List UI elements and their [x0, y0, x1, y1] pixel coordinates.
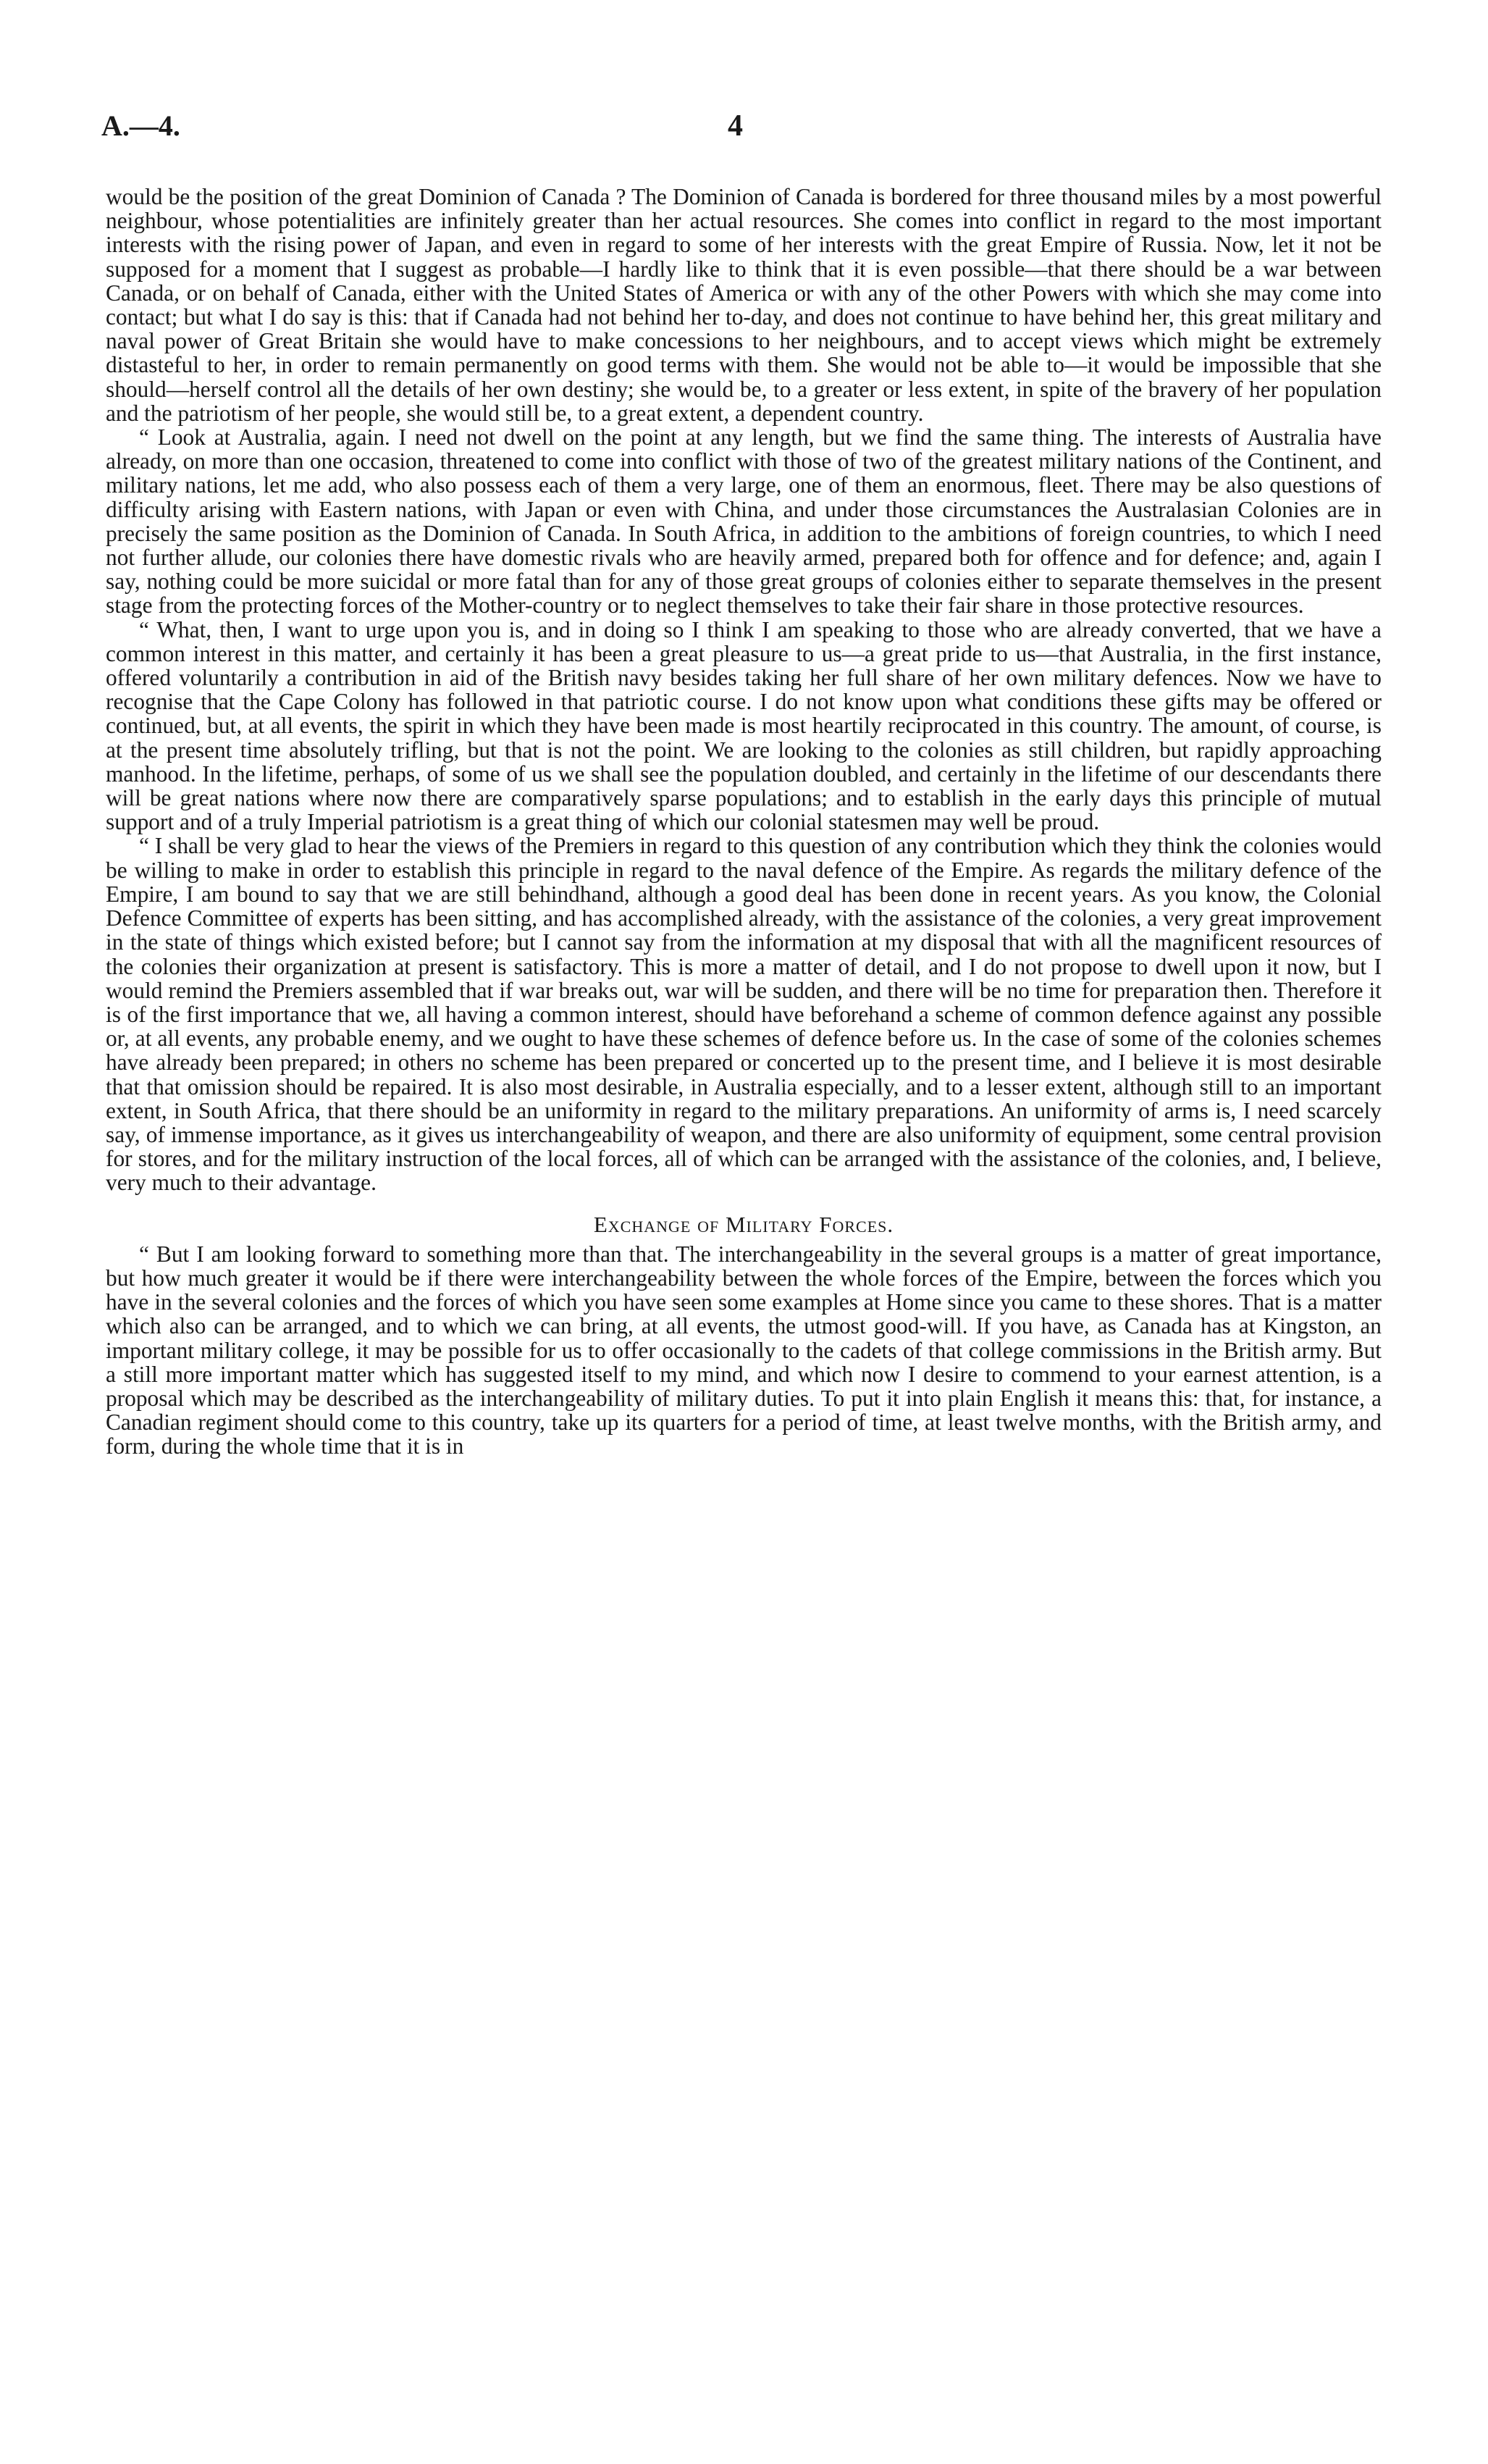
- paragraph: “ What, then, I want to urge upon you is, and in doing so I think I am speaking to those who are already converted, that we have a common interest in this matter, and certainly it has been a great pleasure to us—a great pride to us—that Australia, in the first instance, offered voluntarily a contribution in aid of the British navy besides taking her full share of her own military defences. Now we have to recognise that the Cape Colony has followed in that patriotic course. I do not know upon what conditions these gifts may be offered or continued, but, at all events, the spirit in which they have been made is most heartily reciprocated in this country. The amount, of course, is at the present time absolutely trifling, but that is not the point. We are looking to the colonies as still children, but rapidly approaching manhood. In the lifetime, perhaps, of some of us we shall see the population doubled, and certainly in the lifetime of our descendants there will be great nations where now there are comparatively sparse populations; and to establish in the early days this principle of mutual support and of a truly Imperial patriotism is a great thing of which our colonial statesmen may well be proud.: [106, 616, 1382, 835]
- paragraph: “ Look at Australia, again. I need not dwell on the point at any length, but we find the same thing. The interests of Australia have already, on more than one occasion, threatened to come into conflict with those of two of the greatest military nations of the Continent, and military nations, let me add, who also possess each of them a very large, one of them an enormous, fleet. There may be also questions of difficulty arising with Eastern nations, with Japan or even with China, and under those circumstances the Australasian Colonies are in precisely the same position as the Dominion of Canada. In South Africa, in addition to the ambitions of foreign countries, to which I need not further allude, our colonies there have domestic rivals who are heavily armed, prepared both for offence and for defence; and, again I say, nothing could be more suicidal or more fatal than for any of those great groups of colonies either to separate themselves in the present stage from the protecting forces of the Mother-country or to neglect themselves to take their fair share in those protective resources.: [106, 424, 1382, 619]
- section-heading: Exchange of Military Forces.: [593, 1211, 894, 1237]
- paragraph: “ I shall be very glad to hear the views of the Premiers in regard to this question of any contribution which they think the colonies would be willing to make in order to establish this principle in regard to the naval defence of the Empire. As regards the military defence of the Empire, I am bound to say that we are still behindhand, although a good deal has been done in recent years. As you know, the Colonial Defence Committee of experts has been sitting, and has accomplished already, with the assistance of the colonies, a very great improvement in the state of things which existed before; but I cannot say from the information at my disposal that with all the magnificent resources of the colonies their organization at present is satisfactory. This is more a matter of detail, and I do not propose to dwell upon it now, but I would remind the Premiers assembled that if war breaks out, war will be sudden, and there will be no time for preparation then. Therefore it is of the first importance that we, all having a common interest, should have beforehand a scheme of common defence against any possible or, at all events, any probable enemy, and we ought to have these schemes of defence before us. In the case of some of the colonies schemes have already been prepared; in others no scheme has been prepared or concerted up to the present time, and I believe it is most desirable that that omission should be repaired. It is also most desirable, in Australia especially, and to a lesser extent, although still to an important extent, in South Africa, that there should be an uniformity in regard to the military preparations. An uniformity of arms is, I need scarcely say, of immense importance, as it gives us interchangeability of weapon, and there are also uniformity of equipment, some central provision for stores, and for the military instruction of the local forces, all of which can be arranged with the assistance of the colonies, and, I believe, very much to their advantage.: [106, 833, 1382, 1196]
- page-number: 4: [728, 109, 743, 143]
- paragraph: “ But I am looking forward to something more than that. The interchangeability in the several groups is a matter of great importance, but how much greater it would be if there were interchangeability between the whole forces of the Empire, between the forces which you have in the several colonies and the forces of which you have seen some examples at Home since you came to these shores. That is a matter which also can be arranged, and to which we can bring, at all events, the utmost good-will. If you have, as Canada has at Kingston, an important military college, it may be possible for us to offer occasionally to the cadets of that college commissions in the British army. But a still more important matter which has suggested itself to my mind, and which now I desire to commend to your earnest attention, is a proposal which may be described as the interchangeability of military duties. To put it into plain English it means this: that, for instance, a Canadian regiment should come to this country, take up its quarters for a period of time, at least twelve months, with the British army, and form, during the whole time that it is in: [106, 1241, 1382, 1459]
- page-header: [101, 109, 1383, 152]
- document-reference: A.—4.: [101, 109, 180, 142]
- body-text: [106, 185, 1382, 1459]
- paragraph: would be the position of the great Dominion of Canada ? The Dominion of Canada is bordered for three thousand miles by a most powerful neighbour, whose potentialities are infinitely greater than her actual resources. She comes into conflict in regard to the most important interests with the rising power of Japan, and even in regard to some of her interests with the great Empire of Russia. Now, let it not be supposed for a moment that I suggest as probable—I hardly like to think that it is even possible—that there should be a war between Canada, or on behalf of Canada, either with the United States of America or with any of the other Powers with which she may come into contact; but what I do say is this: that if Canada had not behind her to-day, and does not continue to have behind her, this great military and naval power of Great Britain she would have to make concessions to her neighbours, and to accept views which might be extremely distasteful to her, in order to remain permanently on good terms with them. She would not be able to—it would be impossible that she should—herself control all the details of her own destiny; she would be, to a greater or less extent, in spite of the bravery of her population and the patriotism of her people, she would still be, to a great extent, a dependent country.: [106, 184, 1382, 426]
